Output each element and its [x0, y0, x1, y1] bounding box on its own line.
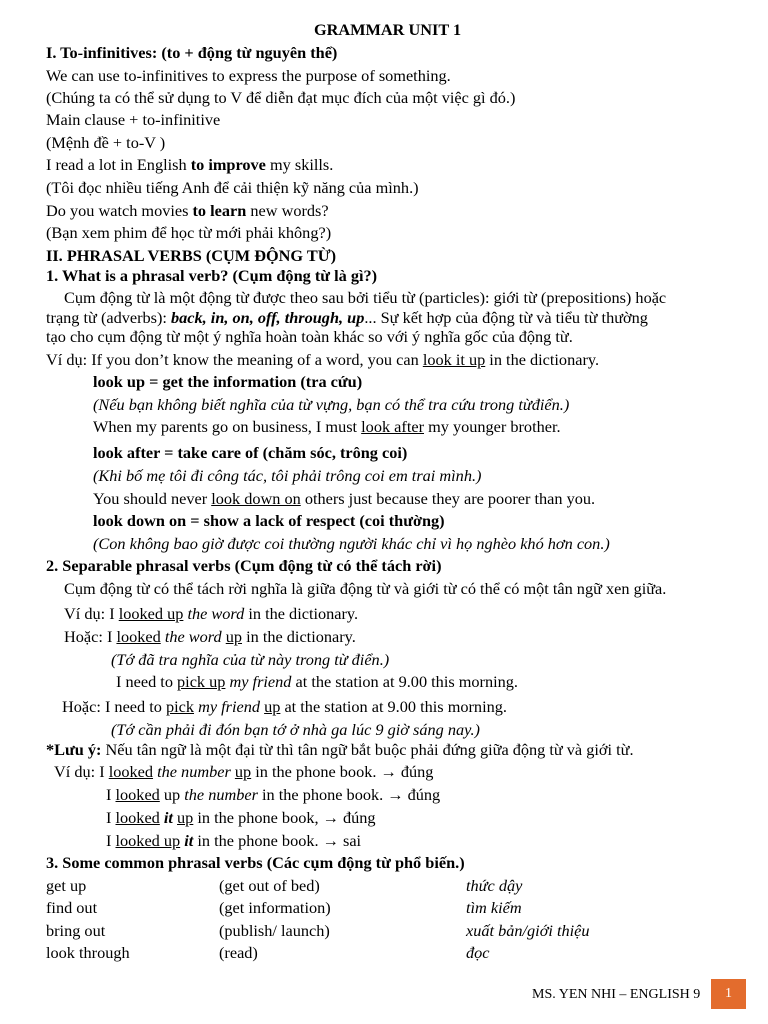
text-line: (Chúng ta có thể sử dụng to V để diễn đạt mục đích của một việc gì đó.) — [46, 88, 516, 107]
subheading: 2. Separable phrasal verbs (Cụm động từ có thể tách rời) — [46, 556, 442, 575]
text-line: trạng từ (adverbs): back, in, on, off, through, up... Sự kết hợp của động từ và tiểu từ thường — [46, 308, 648, 327]
verb-cell: get up — [46, 876, 87, 895]
translation-cell: xuất bản/giới thiệu — [466, 921, 590, 940]
example-line: Ví dụ: I looked up the word in the dictionary. — [64, 604, 359, 623]
page-title: GRAMMAR UNIT 1 — [314, 20, 462, 39]
translation-line: (Tôi đọc nhiều tiếng Anh để cải thiện kỹ năng của mình.) — [46, 178, 419, 197]
example-line: I need to pick up my friend at the station at 9.00 this morning. — [116, 672, 518, 691]
example-line: I looked up the number in the phone book. → đúng — [106, 785, 441, 804]
section2-heading: II. PHRASAL VERBS (CỤM ĐỘNG TỪ) — [46, 246, 337, 265]
example-line: Hoặc: I looked the word up in the dictionary. — [64, 627, 356, 646]
meaning-cell: (get out of bed) — [219, 876, 320, 895]
example-line: I looked up it in the phone book. → sai — [106, 831, 362, 850]
verb-cell: bring out — [46, 921, 106, 940]
example-line: Do you watch movies to learn new words? — [46, 201, 329, 220]
definition-line: look up = get the information (tra cứu) — [93, 372, 363, 391]
note-line: *Lưu ý: Nếu tân ngữ là một đại từ thì tân ngữ bắt buộc phải đứng giữa động từ và giới từ. — [46, 740, 634, 759]
translation-line: (Tớ cần phải đi đón bạn tớ ở nhà ga lúc 9 giờ sáng nay.) — [111, 720, 480, 739]
meaning-cell: (read) — [219, 943, 258, 962]
example-line: Hoặc: I need to pick my friend up at the station at 9.00 this morning. — [62, 697, 507, 716]
verb-cell: find out — [46, 898, 98, 917]
text-line: tạo cho cụm động từ một ý nghĩa hoàn toàn khác so với ý nghĩa gốc của động từ. — [46, 327, 573, 346]
translation-line: (Khi bố mẹ tôi đi công tác, tôi phải trông coi em trai mình.) — [93, 466, 482, 485]
text-line: Main clause + to-infinitive — [46, 110, 221, 129]
meaning-cell: (get information) — [219, 898, 331, 917]
translation-line: (Tớ đã tra nghĩa của từ này trong từ điển.) — [111, 650, 390, 669]
example-line: I read a lot in English to improve my skills. — [46, 155, 334, 174]
subheading: 1. What is a phrasal verb? (Cụm động từ là gì?) — [46, 266, 378, 285]
meaning-cell: (publish/ launch) — [219, 921, 330, 940]
translation-line: (Bạn xem phim để học từ mới phải không?) — [46, 223, 332, 242]
text-line: Cụm động từ có thể tách rời nghĩa là giữa động từ và giới từ có thể có một tân ngữ xen giữa. — [64, 579, 667, 598]
footer-text: MS. YEN NHI – ENGLISH 9 — [532, 987, 701, 1002]
example-line: I looked it up in the phone book, → đúng — [106, 808, 376, 827]
text-line: (Mệnh đề + to-V ) — [46, 133, 166, 152]
subheading: 3. Some common phrasal verbs (Các cụm động từ phổ biến.) — [46, 853, 465, 872]
translation-cell: thức dậy — [466, 876, 523, 895]
example-line: Ví dụ: If you don’t know the meaning of a word, you can look it up in the dictionary. — [46, 350, 600, 369]
page-number: 1 — [711, 979, 746, 1009]
translation-cell: tìm kiếm — [466, 898, 522, 917]
translation-cell: đọc — [466, 943, 490, 962]
translation-line: (Con không bao giờ được coi thường người khác chỉ vì họ nghèo khó hơn con.) — [93, 534, 610, 553]
section1-heading: I. To-infinitives: (to + động từ nguyên thể) — [46, 43, 338, 62]
definition-line: look after = take care of (chăm sóc, trông coi) — [93, 443, 408, 462]
text-line: Cụm động từ là một động từ được theo sau bởi tiểu từ (particles): giới từ (prepositions) hoặc — [64, 288, 667, 307]
example-line: You should never look down on others just because they are poorer than you. — [93, 489, 596, 508]
verb-cell: look through — [46, 943, 130, 962]
text-line: We can use to-infinitives to express the purpose of something. — [46, 66, 451, 85]
definition-line: look down on = show a lack of respect (coi thường) — [93, 511, 445, 530]
example-line: Ví dụ: I looked the number up in the phone book. → đúng — [54, 762, 434, 781]
example-line: When my parents go on business, I must look after my younger brother. — [93, 417, 561, 436]
translation-line: (Nếu bạn không biết nghĩa của từ vựng, bạn có thể tra cứu trong từđiển.) — [93, 395, 570, 414]
